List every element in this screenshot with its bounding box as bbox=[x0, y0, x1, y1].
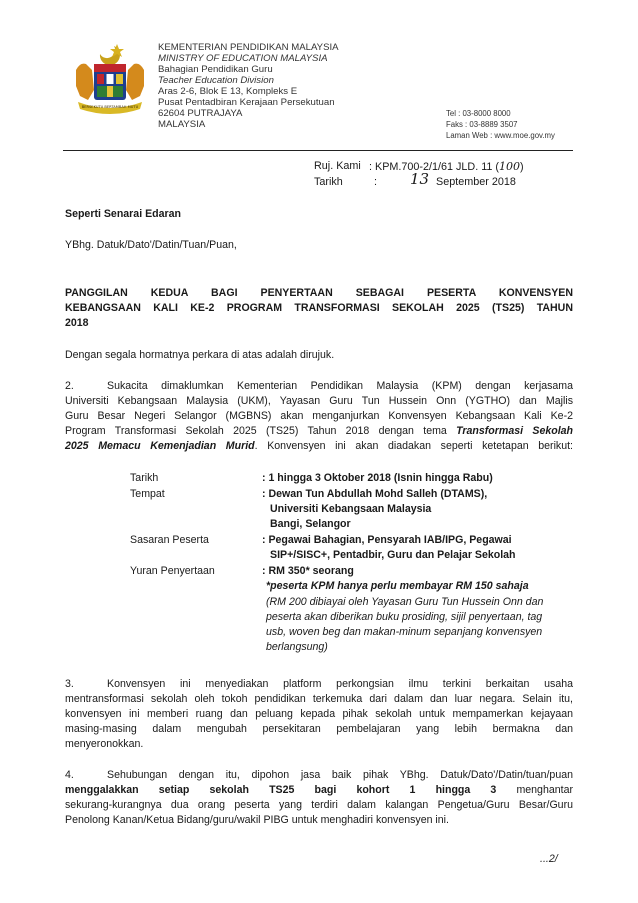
ministry-crest-logo bbox=[70, 40, 150, 116]
para2-theme-part2: 2025 Memacu Kemenjadian Murid bbox=[65, 440, 255, 452]
date-month-year: September 2018 bbox=[436, 176, 516, 188]
detail-venue-line1: : Dewan Tun Abdullah Mohd Salleh (DTAMS), bbox=[262, 488, 488, 500]
para3-line1: Konvensyen ini menyediakan platform perkongsian ilmu terkini berkaitan usaha bbox=[107, 678, 573, 690]
para2-line5 bbox=[65, 439, 573, 453]
salutation: YBhg. Datuk/Dato'/Datin/Tuan/Puan, bbox=[65, 239, 237, 251]
para3-line2: mentransformasi sekolah oleh tokoh pendidikan terkemuka dari dalam dan luar negara. Selain itu, bbox=[65, 693, 573, 705]
subject-line2: KEBANGSAAN KALI KE-2 PROGRAM TRANSFORMASI SEKOLAH 2025 (TS25) TAHUN bbox=[65, 302, 573, 314]
detail-venue-line3: Bangi, Selangor bbox=[270, 518, 351, 530]
para4-line2 bbox=[65, 783, 573, 797]
para4-number: 4. bbox=[65, 769, 74, 781]
letterhead-address-line3: 62604 PUTRAJAYA bbox=[158, 108, 243, 119]
letterhead-divider bbox=[63, 150, 573, 151]
letterhead-web: Laman Web : www.moe.gov.my bbox=[446, 131, 555, 140]
para3-number: 3. bbox=[65, 678, 74, 690]
reference-close: ) bbox=[520, 161, 524, 173]
para2-number: 2. bbox=[65, 380, 74, 392]
letterhead-ministry-english: MINISTRY OF EDUCATION MALAYSIA bbox=[158, 53, 328, 64]
detail-fee-line1: : RM 350* seorang bbox=[262, 565, 354, 577]
letterhead-division-malay: Bahagian Pendidikan Guru bbox=[158, 64, 273, 75]
para2-line2: Universiti Kebangsaan Malaysia (UKM), Yayasan Guru Tun Hussein Onn (YGTHO) dan Majlis bbox=[65, 395, 573, 407]
reference-value bbox=[369, 159, 524, 175]
letterhead-ministry-malay: KEMENTERIAN PENDIDIKAN MALAYSIA bbox=[158, 42, 339, 53]
reference-label: Ruj. Kami bbox=[314, 160, 361, 172]
para2-line4 bbox=[65, 424, 573, 438]
crest-motto: BERSEKUTU BERTAMBAH MUTU bbox=[81, 105, 139, 109]
para2-line5-text: . Konvensyen ini akan diadakan seperti ketetapan berikut: bbox=[254, 440, 573, 452]
detail-fee-line3: (RM 200 dibiayai oleh Yayasan Guru Tun Hussein Onn dan bbox=[266, 596, 544, 608]
para2-line4-text: Program Transformasi Sekolah 2025 (TS25) Tahun 2018 dengan tema bbox=[65, 425, 457, 437]
para3-line3: konvensyen ini memberi ruang dan peluang kepada pihak sekolah untuk mempamerkan kejayaan bbox=[65, 708, 573, 720]
detail-fee-line5: usb, woven beg dan makan-minum sepanjang konvensyen bbox=[266, 626, 543, 638]
detail-fee-line4: peserta akan diberikan buku prosiding, sijil penyertaan, tag bbox=[266, 611, 543, 623]
date-label: Tarikh bbox=[314, 176, 343, 188]
reference-handwritten: 100 bbox=[499, 160, 521, 173]
detail-target-label: Sasaran Peserta bbox=[130, 534, 209, 546]
detail-target-line1: : Pegawai Bahagian, Pensyarah IAB/IPG, Pegawai bbox=[262, 534, 512, 546]
page-continuation: ...2/ bbox=[540, 853, 558, 865]
para2-line3: Guru Besar Negeri Selangor (MGBNS) akan menganjurkan Konvensyen Kebangsaan Kali Ke-2 bbox=[65, 410, 573, 422]
reference-number: : KPM.700-2/1/61 JLD. 11 ( bbox=[369, 161, 500, 173]
para4-emphasis: menggalakkan setiap sekolah TS25 bagi kohort 1 hingga 3 bbox=[65, 784, 497, 796]
para4-line4: Penolong Kanan/Ketua Bidang/guru/wakil PIBG untuk menghadiri konvensyen ini. bbox=[65, 814, 449, 826]
recipient: Seperti Senarai Edaran bbox=[65, 208, 181, 220]
date-colon: : bbox=[374, 176, 377, 188]
opening-sentence: Dengan segala hormatnya perkara di atas adalah dirujuk. bbox=[65, 349, 335, 361]
detail-fee-label: Yuran Penyertaan bbox=[130, 565, 215, 577]
detail-date-value: : 1 hingga 3 Oktober 2018 (Isnin hingga Rabu) bbox=[262, 472, 493, 484]
para4-line1: Sehubungan dengan itu, dipohon jasa baik pihak YBhg. Datuk/Dato'/Datin/tuan/puan bbox=[107, 769, 573, 781]
para3-line4: masing-masing dalam mengubah persekitaran pembelajaran yang lebih bermakna dan bbox=[65, 723, 573, 735]
detail-venue-label: Tempat bbox=[130, 488, 165, 500]
letterhead-tel: Tel : 03-8000 8000 bbox=[446, 109, 511, 118]
para3-line5: menyeronokkan. bbox=[65, 738, 144, 750]
detail-venue-line2: Universiti Kebangsaan Malaysia bbox=[270, 503, 432, 515]
subject-line3: 2018 bbox=[65, 317, 89, 329]
para2-line1: Sukacita dimaklumkan Kementerian Pendidikan Malaysia (KPM) dengan kerjasama bbox=[107, 380, 573, 392]
para2-theme-part1: Transformasi Sekolah bbox=[456, 425, 573, 437]
letterhead-address-line4: MALAYSIA bbox=[158, 119, 206, 130]
detail-fee-line6: berlangsung) bbox=[266, 641, 328, 653]
para4-line3: sekurang-kurangnya dua orang peserta yang terdiri dalam kalangan Pengetua/Guru Besar/Guru bbox=[65, 799, 573, 811]
letterhead-fax: Faks : 03-8889 3507 bbox=[446, 120, 518, 129]
subject-line1: PANGGILAN KEDUA BAGI PENYERTAAN SEBAGAI PESERTA KONVENSYEN bbox=[65, 287, 573, 299]
letterhead-division-english: Teacher Education Division bbox=[158, 75, 274, 86]
letterhead-address-line2: Pusat Pentadbiran Kerajaan Persekutuan bbox=[158, 97, 335, 108]
date-day-handwritten: 13 bbox=[410, 170, 430, 188]
detail-date-label: Tarikh bbox=[130, 472, 159, 484]
detail-target-line2: SIP+/SISC+, Pentadbir, Guru dan Pelajar Sekolah bbox=[270, 549, 516, 561]
letterhead-address-line1: Aras 2-6, Blok E 13, Kompleks E bbox=[158, 86, 298, 97]
detail-fee-note: *peserta KPM hanya perlu membayar RM 150 sahaja bbox=[266, 580, 529, 592]
para4-line2-text: menghantar bbox=[496, 784, 573, 796]
